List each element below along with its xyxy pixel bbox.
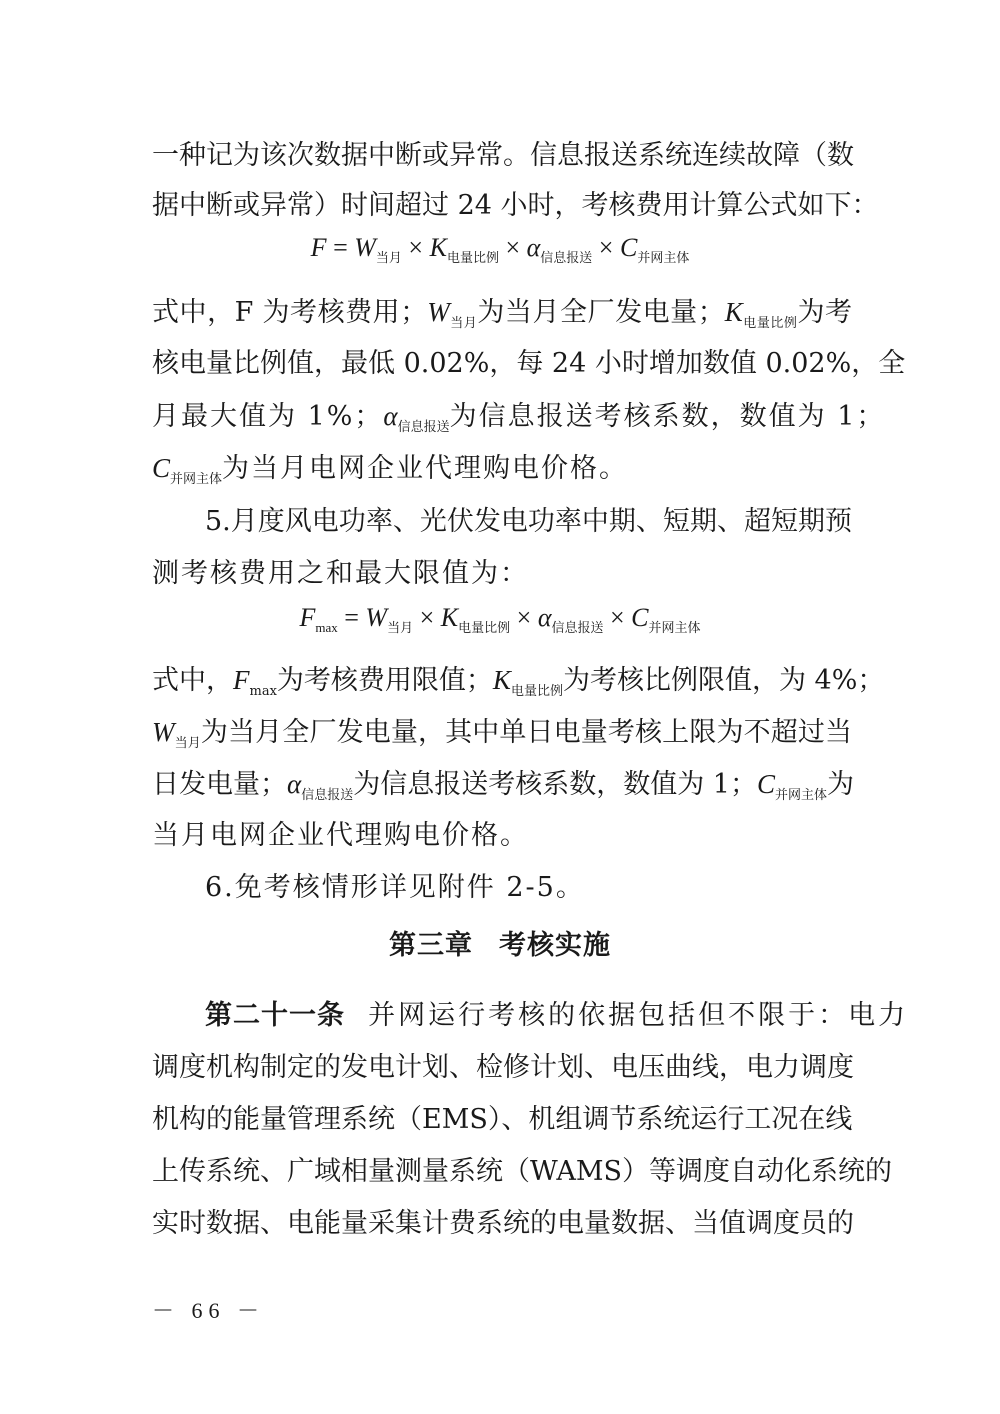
body-line <box>152 448 852 500</box>
math-subscript: 信息报送 <box>397 420 450 435</box>
formula-symbol: W <box>365 603 388 632</box>
math-symbol: α <box>287 769 302 799</box>
body-line <box>152 712 852 764</box>
body-line: 调度机构制定的发电计划、检修计划、电压曲线，电力调度 <box>152 1052 854 1083</box>
body-line: 核电量比例值，最低 0.02%，每 24 小时增加数值 0.02%，全 <box>152 348 906 379</box>
article-label: 第二十一条 <box>205 1000 345 1031</box>
body-line: 5.月度风电功率、光伏发电功率中期、短期、超短期预 <box>205 506 852 537</box>
body-text: 为信息报送考核系数，数值为 1； <box>449 401 886 432</box>
math-subscript: 电量比例 <box>742 316 798 331</box>
body-text: 为考 <box>797 297 852 328</box>
body-text: 为信息报送考核系数，数值为 1； <box>353 769 757 800</box>
math-symbol: K <box>492 665 511 695</box>
body-text: 为当月全厂发电量； <box>477 297 725 328</box>
math-subscript: 当月 <box>174 736 201 751</box>
body-line: 6.免考核情形详见附件 2-5。 <box>205 872 585 903</box>
formula-subscript: 并网主体 <box>648 620 701 635</box>
formula-operator: × <box>413 603 441 632</box>
body-line: 测考核费用之和最大限值为： <box>152 558 529 589</box>
formula-subscript: 信息报送 <box>540 250 593 265</box>
math-subscript: max <box>249 684 277 699</box>
formula-operator: = <box>337 603 366 632</box>
body-line <box>205 996 909 1036</box>
body-line <box>152 292 852 344</box>
body-text: 式中， <box>152 665 233 696</box>
body-text: 为当月电网企业代理购电价格。 <box>222 453 629 484</box>
formula-subscript: 电量比例 <box>458 620 511 635</box>
formula-operator: × <box>498 233 527 262</box>
math-symbol: K <box>724 297 743 327</box>
formula-subscript: 信息报送 <box>551 620 604 635</box>
math-symbol: W <box>152 717 175 747</box>
math-symbol: α <box>383 401 398 431</box>
formula-symbol: C <box>619 233 638 262</box>
chapter-number: 第三章 <box>389 930 473 961</box>
formula-operator: = <box>326 233 355 262</box>
formula-operator: × <box>401 233 430 262</box>
math-subscript: 电量比例 <box>510 684 563 699</box>
chapter-heading <box>0 926 1000 966</box>
math-symbol: C <box>756 769 775 799</box>
formula-symbol: α <box>526 233 541 262</box>
formula-symbol: K <box>440 603 459 632</box>
body-line: 机构的能量管理系统（EMS）、机组调节系统运行工况在线 <box>152 1104 853 1135</box>
formula-symbol: K <box>429 233 447 262</box>
body-text: 月最大值为 1%； <box>152 401 384 432</box>
body-line <box>152 764 852 816</box>
math-subscript: 并网主体 <box>170 472 223 487</box>
body-text: 日发电量； <box>152 769 287 800</box>
formula-operator: × <box>603 603 632 632</box>
body-line <box>152 660 885 712</box>
body-text: 为 <box>827 769 854 800</box>
formula-operator: × <box>592 233 620 262</box>
body-line: 一种记为该次数据中断或异常。信息报送系统连续故障（数 <box>152 140 854 171</box>
math-symbol: C <box>152 453 171 483</box>
body-text: 为当月全厂发电量，其中单日电量考核上限为不超过当 <box>200 717 852 748</box>
formula-operator: × <box>510 603 538 632</box>
chapter-title: 考核实施 <box>499 930 611 961</box>
formula-fee-limit <box>0 600 1000 646</box>
body-line <box>152 396 886 448</box>
formula-subscript: 并网主体 <box>637 250 690 265</box>
math-symbol: F <box>233 665 250 695</box>
formula-symbol: C <box>631 603 649 632</box>
page-number: － 66 － <box>152 1298 266 1323</box>
body-text: 并网运行考核的依据包括但不限于：电力 <box>368 1000 909 1031</box>
formula-subscript: 电量比例 <box>446 250 499 265</box>
formula-symbol: α <box>537 603 552 632</box>
body-line: 当月电网企业代理购电价格。 <box>152 820 529 851</box>
formula-symbol: F <box>299 603 316 632</box>
formula-symbol: W <box>354 233 376 262</box>
body-text: 为考核费用限值； <box>276 665 493 696</box>
body-text: 式中，F 为考核费用； <box>152 297 428 328</box>
formula-symbol: F <box>310 233 327 262</box>
math-subscript: 并网主体 <box>774 788 827 803</box>
body-line: 实时数据、电能量采集计费系统的电量数据、当值调度员的 <box>152 1208 854 1239</box>
math-symbol: W <box>427 297 450 327</box>
body-line: 上传系统、广域相量测量系统（WAMS）等调度自动化系统的 <box>152 1156 893 1187</box>
formula-assessment-fee <box>0 230 1000 276</box>
formula-subscript: 当月 <box>375 250 402 265</box>
body-line: 据中断或异常）时间超过 24 小时，考核费用计算公式如下： <box>152 190 879 221</box>
formula-subscript: max <box>315 620 338 635</box>
body-text: 为考核比例限值，为 4%； <box>562 665 885 696</box>
math-subscript: 信息报送 <box>301 788 354 803</box>
formula-subscript: 当月 <box>387 620 414 635</box>
math-subscript: 当月 <box>449 316 478 331</box>
